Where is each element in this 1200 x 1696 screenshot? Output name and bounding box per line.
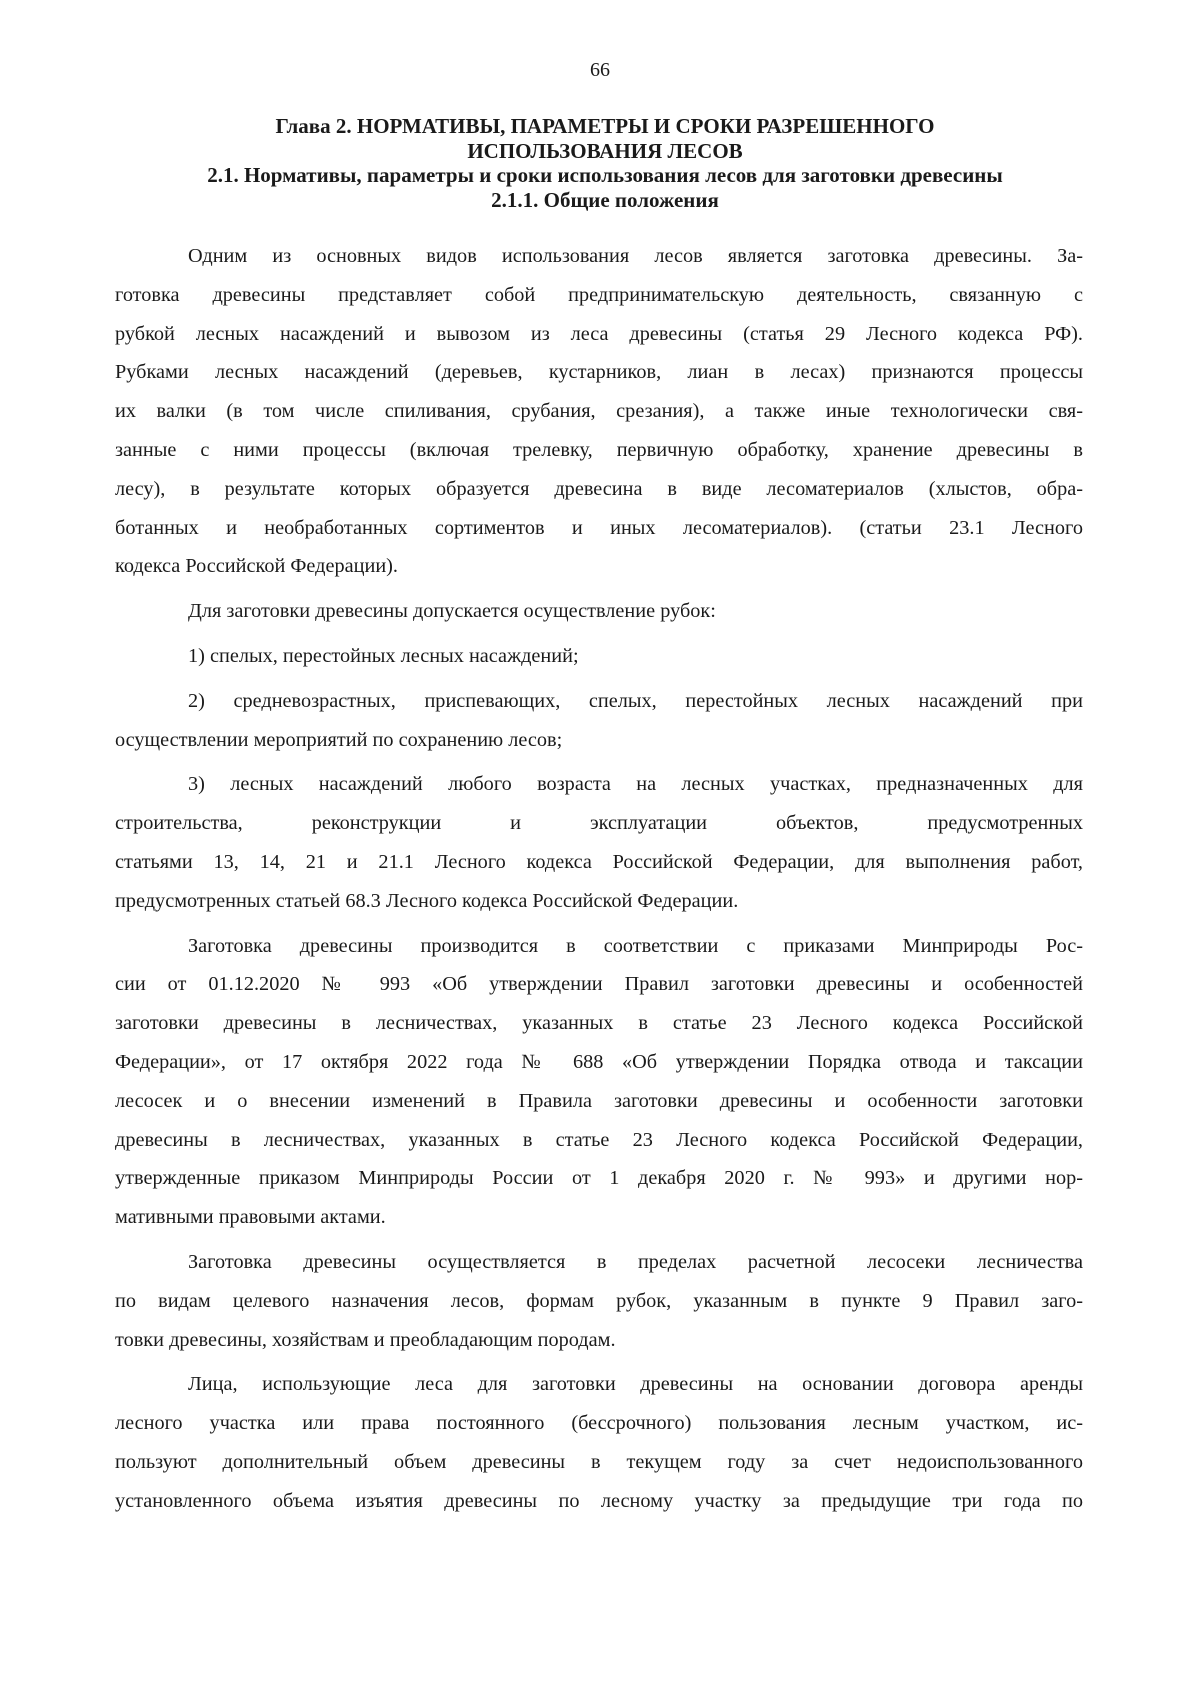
chapter-title-line-1: Глава 2. НОРМАТИВЫ, ПАРАМЕТРЫ И СРОКИ РАЗРЕШЕННОГО [275, 114, 935, 138]
paragraph-line: утвержденные приказом Минприроды России от 1 декабря 2020 г. № 993» и другими нор- [115, 1167, 1083, 1190]
paragraph-line: осуществлении мероприятий по сохранению лесов; [115, 728, 563, 751]
paragraph-line: Одним из основных видов использования лесов является заготовка древесины. За- [188, 245, 1083, 267]
body-text [115, 237, 1083, 1521]
paragraph-line: Для заготовки древесины допускается осуществление рубок: [188, 600, 716, 623]
chapter-title-line-2: ИСПОЛЬЗОВАНИЯ ЛЕСОВ [467, 138, 743, 163]
paragraph-line: предусмотренных статьей 68.3 Лесного кодекса Российской Федерации. [115, 889, 739, 912]
paragraph [115, 765, 1083, 920]
paragraph-line: лесного участка или права постоянного (бессрочного) пользования лесным участком, ис- [115, 1412, 1083, 1435]
paragraph-line: 3) лесных насаждений любого возраста на лесных участках, предназначенных для [188, 773, 1083, 796]
paragraph-line: статьями 13, 14, 21 и 21.1 Лесного кодекса Российской Федерации, для выполнения работ, [115, 850, 1083, 873]
page-number: 66 [590, 59, 610, 81]
paragraph-line: товки древесины, хозяйствам и преобладающим породам. [115, 1328, 616, 1351]
paragraph-line: их валки (в том числе спиливания, срубания, срезания), а также иные технологически свя- [115, 400, 1083, 423]
paragraph [115, 682, 1083, 760]
paragraph [115, 1365, 1083, 1520]
paragraph-line: пользуют дополнительный объем древесины в текущем году за счет недоиспользованного [115, 1450, 1083, 1473]
paragraph [115, 1243, 1083, 1359]
paragraph-line: готовка древесины представляет собой предпринимательскую деятельность, связанную с [115, 283, 1083, 306]
paragraph-line: Рубками лесных насаждений (деревьев, кустарников, лиан в лесах) признаются процессы [115, 361, 1083, 384]
paragraph-line: древесины в лесничествах, указанных в статье 23 Лесного кодекса Российской Федерации, [115, 1128, 1083, 1151]
paragraph-line: лесосек и о внесении изменений в Правила заготовки древесины и особенности заготовки [115, 1089, 1083, 1112]
paragraph [115, 927, 1083, 1237]
paragraph-line: 1) спелых, перестойных лесных насаждений; [188, 644, 579, 667]
section-title: 2.1. Нормативы, параметры и сроки использования лесов для заготовки древесины [207, 163, 1003, 187]
paragraph-line: Заготовка древесины производится в соответствии с приказами Минприроды Рос- [188, 934, 1083, 957]
paragraph-line: лесу), в результате которых образуется древесина в виде лесоматериалов (хлыстов, обра- [115, 477, 1083, 500]
paragraph-line: ботанных и необработанных сортиментов и иных лесоматериалов). (статьи 23.1 Лесного [115, 516, 1083, 539]
paragraph-line: строительства, реконструкции и эксплуатации объектов, предусмотренных [115, 812, 1083, 835]
paragraph-line: установленного объема изъятия древесины по лесному участку за предыдущие три года по [115, 1489, 1083, 1512]
paragraph [115, 637, 1083, 676]
paragraph-line: 2) средневозрастных, приспевающих, спелых, перестойных лесных насаждений при [188, 689, 1083, 712]
paragraph-line: мативными правовыми актами. [115, 1206, 386, 1229]
paragraph-line: Заготовка древесины осуществляется в пределах расчетной лесосеки лесничества [188, 1250, 1083, 1273]
paragraph-line: по видам целевого назначения лесов, формам рубок, указанным в пункте 9 Правил заго- [115, 1289, 1083, 1312]
subsection-title: 2.1.1. Общие положения [491, 187, 719, 212]
paragraph-line: кодекса Российской Федерации). [115, 555, 398, 578]
paragraph-line: сии от 01.12.2020 № 993 «Об утверждении Правил заготовки древесины и особенностей [115, 973, 1083, 996]
paragraph-line: занные с ними процессы (включая трелевку, первичную обработку, хранение древесины в [115, 438, 1083, 461]
paragraph-line: Федерации», от 17 октября 2022 года № 688 «Об утверждении Порядка отвода и таксации [115, 1050, 1083, 1073]
paragraph [115, 592, 1083, 631]
paragraph [115, 237, 1083, 586]
paragraph-line: заготовки древесины в лесничествах, указанных в статье 23 Лесного кодекса Российской [115, 1012, 1083, 1035]
paragraph-line: рубкой лесных насаждений и вывозом из леса древесины (статья 29 Лесного кодекса РФ). [115, 322, 1083, 345]
paragraph-line: Лица, использующие леса для заготовки древесины на основании договора аренды [188, 1373, 1083, 1396]
headings-block [110, 114, 1100, 212]
